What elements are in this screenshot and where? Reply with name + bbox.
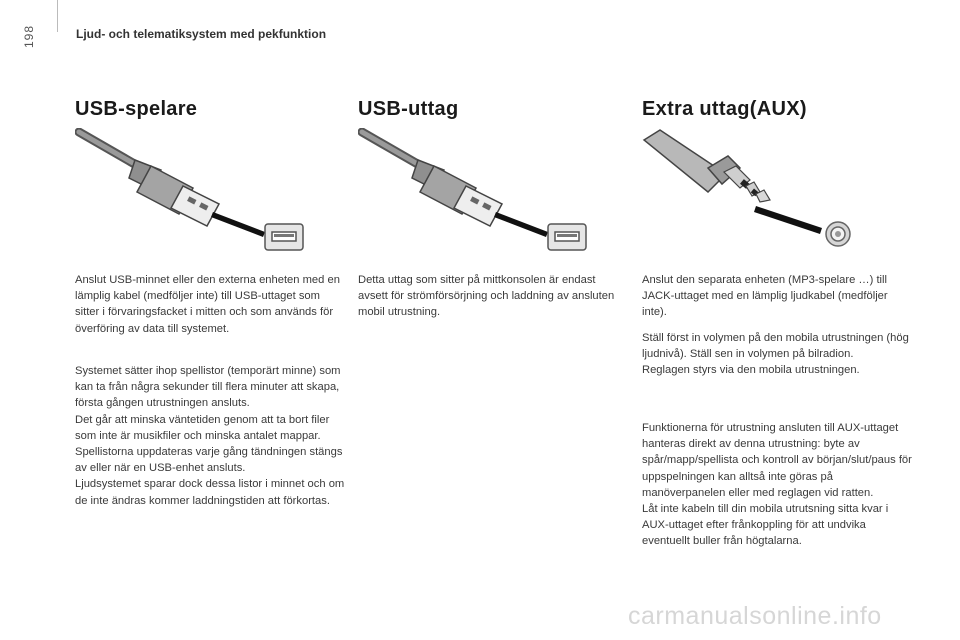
paragraph: Funktionerna för utrustning ansluten till AUX-uttaget hanteras direkt av denna utrustning: byte av spår/mapp/spellista och kontroll av början/slut/paus för uppspelningen kan alltså inte göras på manöverpanelen eller med reglagen vid ratten. [642,422,912,499]
aux-paragraph [642,272,912,321]
margin-rule [57,0,58,32]
section-usb-socket [358,98,626,121]
paragraph: Detta uttag som sitter på mittkonsolen är endast avsett för strömförsörjning och laddning av ansluten mobil utrustning. [358,274,615,319]
section-title: USB-uttag [358,98,459,120]
watermark: carmanualsonline.info [628,602,882,630]
aux-paragraph [642,420,912,550]
aux-illustration [642,128,882,258]
usb-plug-icon [362,132,502,226]
running-header: Ljud- och telematiksystem med pekfunktion [76,27,327,41]
paragraph: Det går att minska väntetiden genom att ta bort filer som inte är musikfiler och minska antalet mappar. [75,413,330,442]
paragraph: Låt inte kabeln till din mobila utrutsning sitta kvar i AUX-uttaget efter frånkoppling för att undvika eventuellt buller från högtalarna. [642,503,889,548]
aux-paragraph [642,330,912,379]
usb-player-paragraph [75,272,345,337]
page-number: 198 [22,24,36,48]
jack-plug-icon [644,130,770,202]
paragraph: Systemet sätter ihop spellistor (temporärt minne) som kan ta från några sekunder till flera minuter att skapa, första gången utrustningen ansluts. [75,365,341,410]
section-title: USB-spelare [75,98,198,120]
paragraph: Reglagen styrs via den mobila utrustningen. [642,364,860,377]
section-usb-player [75,98,343,121]
paragraph: Ställ först in volymen på den mobila utrustningen (hög ljudnivå). Ställ sen in volymen på bilradion. [642,332,909,361]
paragraph: Anslut den separata enheten (MP3-spelare …) till JACK-uttaget med en lämplig ljudkabel (medföljer inte). [642,274,888,319]
paragraph: Ljudsystemet sparar dock dessa listor i minnet och om de inte ändras kommer laddningstiden att förkortas. [75,478,345,507]
usb-socket-paragraph [358,272,628,321]
usb-port-icon [265,224,303,250]
usb-plug-icon [79,132,219,226]
section-title: Extra uttag(AUX) [642,98,807,120]
section-aux [642,98,910,121]
aux-socket-icon [826,222,850,246]
usb-player-illustration [75,128,315,258]
usb-socket-illustration [358,128,598,258]
paragraph: Spellistorna uppdateras varje gång tändningen stängs av eller när en USB-enhet ansluts. [75,446,343,475]
usb-port-icon [548,224,586,250]
usb-player-paragraph [75,363,345,509]
paragraph: Anslut USB-minnet eller den externa enheten med en lämplig kabel (medföljer inte) till USB-uttaget som sitter i förvaringsfacket i mitten och som används för överföring av data till systemet. [75,274,340,335]
